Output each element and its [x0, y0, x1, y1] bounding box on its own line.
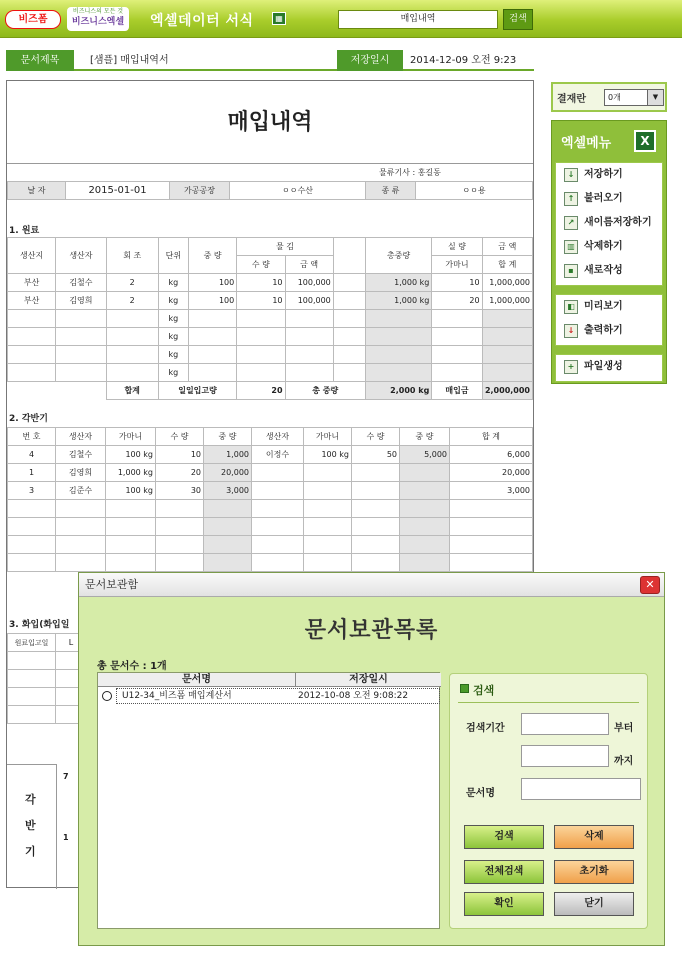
- col-bag2: 가마니: [304, 428, 352, 446]
- amount-value: 2,000,000: [482, 382, 532, 400]
- approval-select[interactable]: [604, 89, 664, 106]
- header-row-table: [7, 181, 533, 200]
- approval-panel: [551, 82, 667, 112]
- factory-value[interactable]: ㅇㅇ수산: [230, 182, 366, 200]
- cell: kg: [158, 328, 188, 346]
- raw-material-table: [7, 237, 533, 400]
- archive-dialog: [78, 572, 665, 946]
- cell: 김철수: [56, 446, 106, 464]
- trash-icon: ▥: [564, 240, 578, 254]
- preview-icon: ◧: [564, 300, 578, 314]
- cell: 20: [156, 464, 204, 482]
- menu-group-create: [555, 354, 663, 382]
- cell: 2: [106, 274, 158, 292]
- date-value[interactable]: 2015-01-01: [66, 182, 170, 200]
- save-as-icon: ↗: [564, 216, 578, 230]
- halfyear-table: [7, 427, 533, 572]
- total-label: 합계: [106, 382, 158, 400]
- col-date: 원료입고일: [8, 634, 56, 652]
- doc-name-label: 문서명: [466, 788, 495, 799]
- search-panel-title: [460, 682, 494, 698]
- doc-title-value: [샘플] 매입내역서: [90, 55, 169, 66]
- save-icon: ↓: [564, 168, 578, 182]
- document-list[interactable]: [97, 672, 440, 929]
- menu-label: 저장하기: [584, 169, 623, 180]
- col-producer2: 생산자: [252, 428, 304, 446]
- search-panel: [449, 673, 648, 929]
- search-input[interactable]: 매입내역: [338, 10, 498, 29]
- cell: 50: [352, 446, 400, 464]
- reset-button[interactable]: 초기화: [554, 860, 634, 884]
- col-origin: 생산지: [8, 238, 56, 274]
- menu-label: 미리보기: [584, 301, 623, 312]
- search-all-button[interactable]: 전체검색: [464, 860, 544, 884]
- table-row[interactable]: [8, 364, 533, 382]
- ok-button[interactable]: 확인: [464, 892, 544, 916]
- cell: 2: [106, 292, 158, 310]
- add-file-icon: +: [564, 360, 578, 374]
- col-real: 실 량: [432, 238, 482, 256]
- cell: 1,000 kg: [365, 292, 431, 310]
- save-time-value: 2014-12-09 오전 9:23: [410, 55, 517, 66]
- menu-label: 삭제하기: [584, 241, 623, 252]
- side-char: 반: [25, 819, 36, 832]
- approval-label: 결재란: [557, 94, 586, 105]
- save-time-label: 저장일시: [337, 50, 403, 71]
- doc-info-bar: [6, 50, 534, 71]
- menu-new[interactable]: [556, 259, 662, 283]
- side-char: 각: [25, 793, 36, 806]
- menu-group-print: [555, 294, 663, 346]
- search-title-text: 검색: [473, 684, 495, 697]
- side-char: 기: [25, 845, 36, 858]
- bizexcel-logo[interactable]: [67, 7, 129, 31]
- total-row: [8, 382, 533, 400]
- col-weight: 중 량: [204, 428, 252, 446]
- search-button[interactable]: 검색: [464, 825, 544, 849]
- app-title: 엑셀데이터 서식: [150, 13, 254, 29]
- col-laver: 물 김: [237, 238, 334, 256]
- menu-print[interactable]: [556, 319, 662, 343]
- bizform-logo[interactable]: 비즈폼: [5, 10, 61, 29]
- cell: 1,000 kg: [106, 464, 156, 482]
- chevron-down-icon[interactable]: ▼: [647, 90, 663, 105]
- cell: 1,000: [204, 446, 252, 464]
- weight-label: 총 중량: [285, 382, 365, 400]
- col-weight: 중 량: [188, 238, 236, 274]
- from-label: 부터: [614, 723, 634, 734]
- col-qty2: 수 량: [352, 428, 400, 446]
- type-value[interactable]: ㅇㅇ용: [416, 182, 533, 200]
- menu-label: 출력하기: [584, 325, 623, 336]
- table-row[interactable]: [8, 310, 533, 328]
- col-sum: 합 계: [482, 256, 532, 274]
- new-doc-icon: ▪: [564, 264, 578, 278]
- period-to-input[interactable]: [521, 745, 609, 767]
- cell: 10: [156, 446, 204, 464]
- cell: kg: [158, 274, 188, 292]
- cell: 이정수: [252, 446, 304, 464]
- col-qty: 수 량: [237, 256, 285, 274]
- table-row[interactable]: [8, 292, 533, 310]
- col-qty: 수 량: [156, 428, 204, 446]
- col-amount: 금 액: [482, 238, 532, 256]
- section-raw: 1. 원료: [9, 226, 40, 236]
- table-row[interactable]: [8, 518, 533, 536]
- menu-label: 불러오기: [584, 193, 623, 204]
- menu-save[interactable]: [556, 163, 662, 187]
- menu-delete[interactable]: [556, 235, 662, 259]
- cell: 10: [237, 274, 285, 292]
- table-row[interactable]: [8, 536, 533, 554]
- table-row[interactable]: [8, 554, 533, 572]
- menu-group-file: [555, 162, 663, 286]
- side-num: 1: [63, 833, 69, 842]
- col-amt: 금 액: [285, 256, 333, 274]
- close-icon[interactable]: ✕: [640, 576, 660, 594]
- col-doc-name[interactable]: 문서명: [98, 673, 296, 687]
- table-row[interactable]: [8, 346, 533, 364]
- halfyear-side: [7, 764, 57, 889]
- col-sum: 합 계: [450, 428, 533, 446]
- doc-count: 총 문서수 : 1개: [97, 661, 167, 672]
- doc-name-input[interactable]: [521, 778, 641, 800]
- cell: 100 kg: [106, 482, 156, 500]
- cell: 100,000: [285, 274, 333, 292]
- cell: 1: [8, 464, 56, 482]
- col-weight2: 중 량: [400, 428, 450, 446]
- cell: 1,000,000: [482, 274, 532, 292]
- cell: kg: [158, 364, 188, 382]
- dialog-titlebar[interactable]: 문서보관함: [79, 573, 664, 597]
- daily-label: 일일입고량: [158, 382, 236, 400]
- cell: 김철수: [56, 274, 106, 292]
- bizexcel-logo-tagline: 비즈니스의 모든 것: [72, 8, 124, 15]
- cell: [333, 292, 365, 310]
- col-total-weight: 총중량: [365, 238, 431, 274]
- cell: 100,000: [285, 292, 333, 310]
- cell: 5,000: [400, 446, 450, 464]
- col-no: 번 호: [8, 428, 56, 446]
- cell: 1,000 kg: [365, 274, 431, 292]
- cell: 3,000: [204, 482, 252, 500]
- cell: 3: [8, 482, 56, 500]
- table-row[interactable]: [8, 274, 533, 292]
- row-save-date: 2012-10-08 오전 9:08:22: [298, 691, 409, 701]
- doc-title-box: [7, 81, 533, 164]
- excel-menu: [551, 120, 667, 384]
- bizexcel-logo-text: 비즈니스엑셀: [71, 17, 125, 27]
- cell: 20: [432, 292, 482, 310]
- col-l: L: [56, 634, 87, 652]
- col-bag: 가마니: [106, 428, 156, 446]
- table-row[interactable]: [8, 464, 533, 482]
- cell: 4: [8, 446, 56, 464]
- factory-label: 가공공장: [170, 182, 230, 200]
- menu-label: 파일생성: [584, 361, 623, 372]
- cell: 부산: [8, 292, 56, 310]
- list-item[interactable]: [98, 687, 441, 705]
- cell: kg: [158, 346, 188, 364]
- cell: 10: [237, 292, 285, 310]
- doc-title-label: 문서제목: [6, 50, 74, 71]
- table-row[interactable]: [8, 328, 533, 346]
- cell: 100 kg: [304, 446, 352, 464]
- doc-title: 매입내역: [227, 110, 313, 135]
- col-times: 회 조: [106, 238, 158, 274]
- cell: 30: [156, 482, 204, 500]
- dialog-heading: 문서보관목록: [304, 618, 439, 643]
- menu-save-as[interactable]: [556, 211, 662, 235]
- table-row[interactable]: [8, 446, 533, 464]
- cell: 100 kg: [106, 446, 156, 464]
- cell: 김준수: [56, 482, 106, 500]
- cell: 6,000: [450, 446, 533, 464]
- cell: [333, 274, 365, 292]
- print-icon: ↓: [564, 324, 578, 338]
- cell: 부산: [8, 274, 56, 292]
- excel-menu-title: 엑셀메뉴: [561, 136, 612, 151]
- cell: 3,000: [450, 482, 533, 500]
- to-label: 까지: [614, 756, 634, 767]
- excel-icon: X: [634, 130, 656, 152]
- cell: 10: [432, 274, 482, 292]
- type-label: 종 류: [366, 182, 416, 200]
- section-shipment: 3. 화입(화입일: [9, 620, 70, 630]
- daily-value: 20: [237, 382, 285, 400]
- close-button[interactable]: 닫기: [554, 892, 634, 916]
- divider: [458, 702, 639, 703]
- cell: 김영희: [56, 292, 106, 310]
- cell: 20,000: [450, 464, 533, 482]
- table-row[interactable]: [8, 500, 533, 518]
- logistics-label: 물류기사 : 홍길동: [379, 168, 441, 177]
- delete-button[interactable]: 삭제: [554, 825, 634, 849]
- col-blank: [333, 238, 365, 274]
- open-icon: ↑: [564, 192, 578, 206]
- search-bullet-icon: [460, 684, 469, 693]
- side-num: 7: [63, 772, 69, 781]
- period-label: 검색기간: [466, 723, 505, 734]
- col-bag: 가마니: [432, 256, 482, 274]
- col-producer: 생산자: [56, 238, 106, 274]
- excel-icon: ▦: [272, 12, 286, 25]
- menu-preview[interactable]: [556, 295, 662, 319]
- period-from-input[interactable]: [521, 713, 609, 735]
- menu-create-file[interactable]: [556, 355, 662, 379]
- cell: 100: [188, 292, 236, 310]
- cell: 김영희: [56, 464, 106, 482]
- cell: 1,000,000: [482, 292, 532, 310]
- cell: kg: [158, 310, 188, 328]
- col-save-date[interactable]: 저장일시: [296, 673, 441, 687]
- menu-label: 새로작성: [584, 265, 623, 276]
- amount-label: 매입금: [432, 382, 482, 400]
- menu-label: 새이름저장하기: [584, 217, 652, 228]
- col-producer: 생산자: [56, 428, 106, 446]
- shipment-table: [7, 633, 87, 724]
- section-halfyear: 2. 각반기: [9, 414, 48, 424]
- menu-load[interactable]: [556, 187, 662, 211]
- row-doc-name: U12-34_비즈폼 매입계산서: [122, 691, 232, 701]
- weight-value: 2,000 kg: [365, 382, 431, 400]
- col-unit: 단위: [158, 238, 188, 274]
- search-button[interactable]: 검색: [503, 9, 533, 30]
- approval-value: 0개: [608, 93, 621, 102]
- cell: 100: [188, 274, 236, 292]
- cell: 20,000: [204, 464, 252, 482]
- table-row[interactable]: [8, 482, 533, 500]
- row-radio[interactable]: [102, 691, 112, 701]
- cell: kg: [158, 292, 188, 310]
- date-label: 날 자: [8, 182, 66, 200]
